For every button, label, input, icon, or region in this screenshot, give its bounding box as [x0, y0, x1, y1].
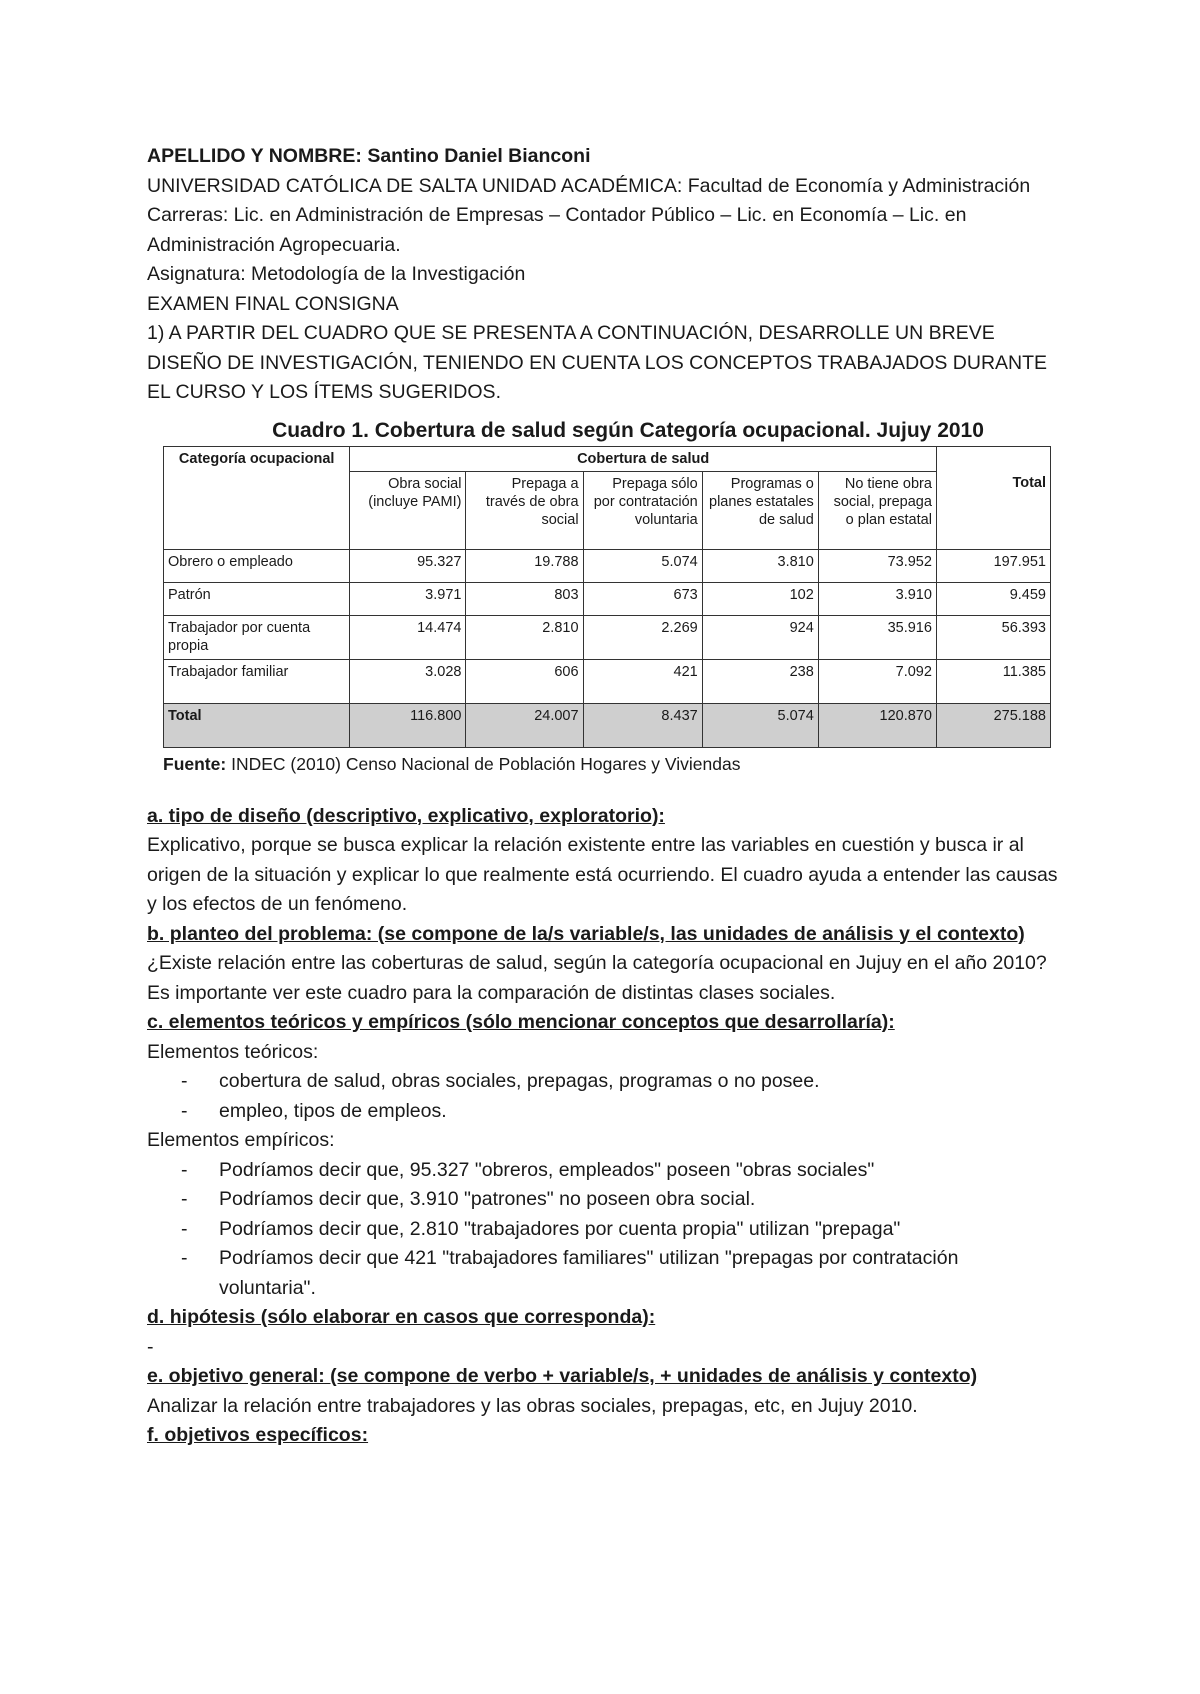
name-label: APELLIDO Y NOMBRE: [147, 145, 362, 167]
theory-list [147, 1067, 1059, 1126]
column-header: Obra social (incluye PAMI) [350, 471, 466, 549]
list-item: - Podríamos decir que, 95.327 "obreros, empleados" poseen "obras sociales" [219, 1156, 1059, 1186]
group-header-cell: Cobertura de salud [350, 446, 937, 471]
row-label-total: Total [164, 703, 350, 747]
list-item: - Podríamos decir que, 2.810 "trabajadores por cuenta propia" utilizan "prepaga" [219, 1215, 1059, 1245]
table-title: Cuadro 1. Cobertura de salud según Categoría ocupacional. Jujuy 2010 [272, 418, 984, 442]
table-cell: 8.437 [583, 703, 702, 747]
section-b-question: ¿Existe relación entre las coberturas de salud, según la categoría ocupacional en Jujuy en el año 2010? [147, 952, 1047, 974]
table-cell: 102 [702, 582, 818, 615]
list-item: - cobertura de salud, obras sociales, prepagas, programas o no posee. [219, 1067, 1059, 1097]
section-e-heading: e. objetivo general: (se compone de verbo + variable/s, + unidades de análisis y contexto) [147, 1365, 978, 1387]
table-cell: 3.971 [350, 582, 466, 615]
table-cell: 95.327 [350, 549, 466, 582]
table-cell: 9.459 [936, 582, 1050, 615]
table-cell: 2.810 [466, 615, 583, 659]
section-d-heading: d. hipótesis (sólo elaborar en casos que corresponda): [147, 1306, 656, 1328]
table-total-row [164, 703, 1051, 747]
row-label: Trabajador por cuenta propia [164, 615, 350, 659]
section-c-heading: c. elementos teóricos y empíricos (sólo mencionar conceptos que desarrollaría): [147, 1011, 895, 1033]
table-cell: 73.952 [818, 549, 936, 582]
column-header: Prepaga a través de obra social [466, 471, 583, 549]
table-row [164, 549, 1051, 582]
document-page [147, 142, 1059, 1451]
section-b-text: Es importante ver este cuadro para la comparación de distintas clases sociales. [147, 981, 836, 1004]
table-cell: 197.951 [936, 549, 1050, 582]
table-cell: 3.910 [818, 582, 936, 615]
table-cell: 116.800 [350, 703, 466, 747]
table-cell: 5.074 [702, 703, 818, 747]
table-cell: 120.870 [818, 703, 936, 747]
row-label: Patrón [164, 582, 350, 615]
source-label: Fuente: [163, 753, 227, 774]
table-row [164, 582, 1051, 615]
table-cell: 11.385 [936, 659, 1050, 703]
university-info: UNIVERSIDAD CATÓLICA DE SALTA UNIDAD ACADÉMICA: Facultad de Economía y Administración Carreras: Lic. en Administración de Empresas – Contador Público – Lic. en Economía – Lic. en Administración Agropecuaria. [147, 174, 1031, 256]
list-item: - Podríamos decir que 421 "trabajadores familiares" utilizan "prepagas por contratación voluntaria". [219, 1244, 1059, 1303]
row-label: Trabajador familiar [164, 659, 350, 703]
blank-header-cell [936, 446, 1050, 471]
table-cell: 2.269 [583, 615, 702, 659]
list-item: - Podríamos decir que, 3.910 "patrones" no poseen obra social. [219, 1185, 1059, 1215]
table-figure [163, 418, 1063, 776]
table-cell: 7.092 [818, 659, 936, 703]
table-cell: 606 [466, 659, 583, 703]
table-header-row [164, 446, 1051, 471]
table-cell: 238 [702, 659, 818, 703]
table-cell: 421 [583, 659, 702, 703]
table-cell: 24.007 [466, 703, 583, 747]
exam-line: EXAMEN FINAL CONSIGNA [147, 292, 399, 315]
row-label: Obrero o empleado [164, 549, 350, 582]
source-text: INDEC (2010) Censo Nacional de Población Hogares y Viviendas [231, 753, 741, 774]
column-header: Prepaga sólo por contratación voluntaria [583, 471, 702, 549]
instruction-text: 1) A PARTIR DEL CUADRO QUE SE PRESENTA A CONTINUACIÓN, DESARROLLE UN BREVE DISEÑO DE INVESTIGACIÓN, TENIENDO EN CUENTA LOS CONCEPTOS TRABAJADOS DURANTE EL CURSO Y LOS ÍTEMS SUGERIDOS. [147, 322, 1048, 403]
column-header: No tiene obra social, prepaga o plan estatal [818, 471, 936, 549]
empirical-list [147, 1156, 1059, 1304]
name-value: Santino Daniel Bianconi [367, 145, 591, 167]
table-row [164, 615, 1051, 659]
table-cell: 14.474 [350, 615, 466, 659]
table-row [164, 659, 1051, 703]
empirical-label: Elementos empíricos: [147, 1129, 335, 1151]
column-header: Programas o planes estatales de salud [702, 471, 818, 549]
section-d-text: - [147, 1335, 154, 1358]
subject-line: Asignatura: Metodología de la Investigación [147, 263, 526, 285]
section-f-heading: f. objetivos específicos: [147, 1424, 369, 1446]
section-e-text: Analizar la relación entre trabajadores y las obras sociales, prepagas, etc, en Jujuy 2010. [147, 1394, 918, 1417]
table-cell: 3.028 [350, 659, 466, 703]
theory-label: Elementos teóricos: [147, 1040, 319, 1063]
list-item: - empleo, tipos de empleos. [219, 1097, 1059, 1127]
section-a-text: Explicativo, porque se busca explicar la relación existente entre las variables en cuestión y busca ir al origen de la situación y explicar lo que realmente está ocurriendo. El cuadro ayuda a entender las causas y los efectos de un fenómeno. [147, 834, 1058, 915]
row-header-cell: Categoría ocupacional [164, 446, 350, 549]
table-cell: 275.188 [936, 703, 1050, 747]
table-cell: 673 [583, 582, 702, 615]
table-cell: 35.916 [818, 615, 936, 659]
section-a-heading: a. tipo de diseño (descriptivo, explicativo, exploratorio): [147, 804, 665, 827]
table-cell: 56.393 [936, 615, 1050, 659]
coverage-table [163, 446, 1051, 748]
section-b-heading: b. planteo del problema: (se compone de la/s variable/s, las unidades de análisis y el contexto) [147, 922, 1025, 945]
table-cell: 19.788 [466, 549, 583, 582]
table-cell: 803 [466, 582, 583, 615]
column-header-total: Total [936, 471, 1050, 549]
table-cell: 924 [702, 615, 818, 659]
student-name-line [147, 142, 1059, 172]
table-source [163, 752, 1063, 776]
table-cell: 5.074 [583, 549, 702, 582]
table-cell: 3.810 [702, 549, 818, 582]
